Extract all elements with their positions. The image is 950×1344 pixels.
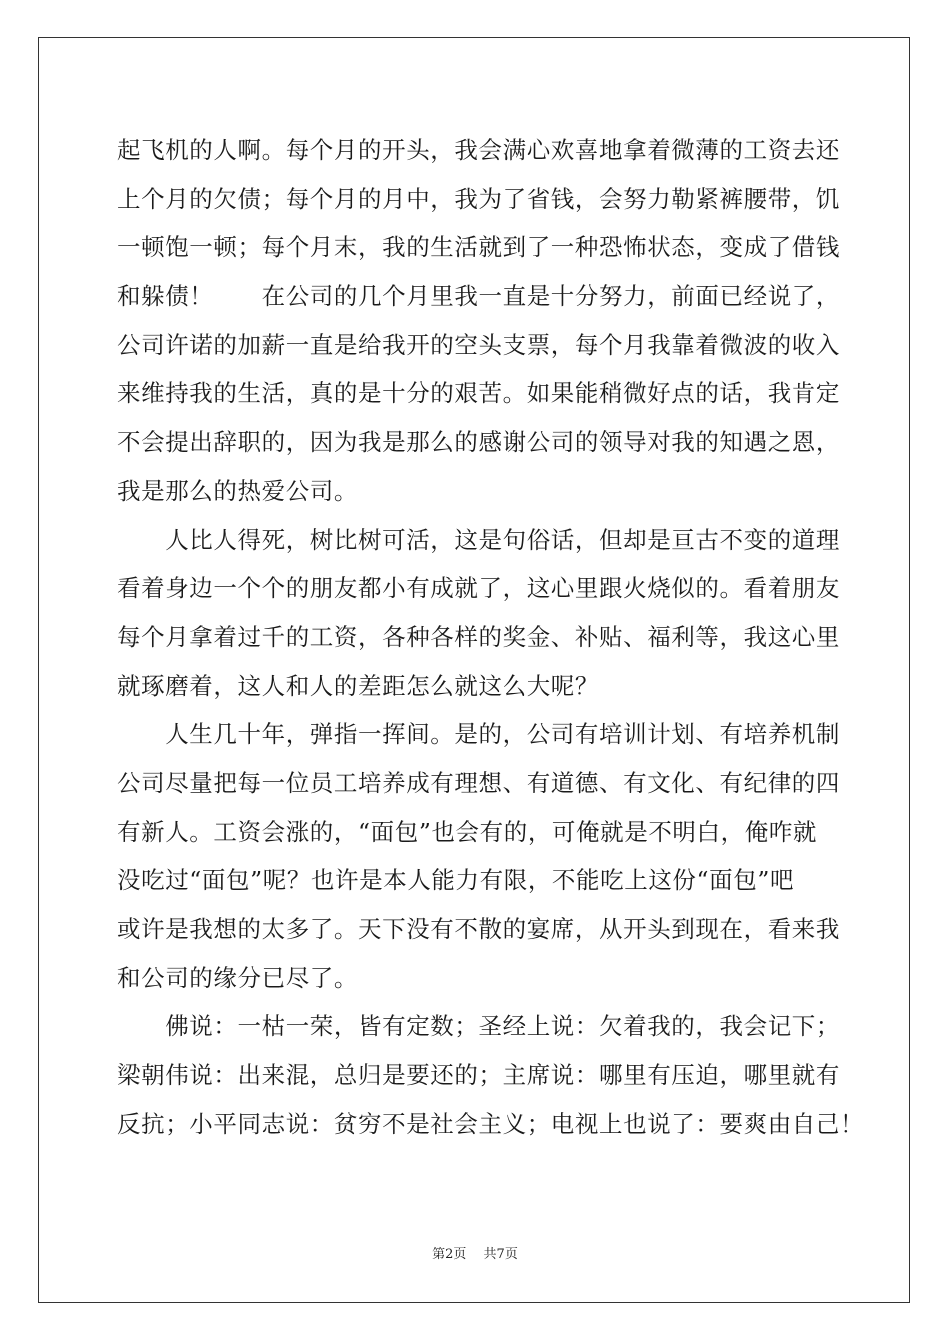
text-line: 梁朝伟说：出来混，总归是要还的；主席说：哪里有压迫，哪里就有	[117, 1061, 840, 1090]
text-line: 佛说：一枯一荣，皆有定数；圣经上说：欠着我的，我会记下；	[117, 1012, 840, 1041]
text-line: 看着身边一个个的朋友都小有成就了，这心里跟火烧似的。看着朋友	[117, 574, 840, 603]
text-line: 有新人。工资会涨的，“面包”也会有的，可俺就是不明白，俺咋就	[117, 817, 818, 846]
text-line: 起飞机的人啊。每个月的开头，我会满心欢喜地拿着微薄的工资去还	[117, 136, 840, 164]
text-line: 人比人得死，树比树可活，这是句俗话，但却是亘古不变的道理	[117, 525, 840, 554]
text-line: 不会提出辞职的，因为我是那么的感谢公司的领导对我的知遇之恩，	[117, 428, 840, 457]
text-line: 上个月的欠债；每个月的月中，我为了省钱，会努力勒紧裤腰带，饥	[117, 184, 840, 213]
text-line: 公司尽量把每一位员工培养成有理想、有道德、有文化、有纪律的四	[117, 768, 840, 797]
text-line: 每个月拿着过千的工资，各种各样的奖金、补贴、福利等，我这心里	[117, 622, 840, 651]
text-line: 来维持我的生活，真的是十分的艰苦。如果能稍微好点的话，我肯定	[117, 379, 840, 408]
text-line: 我是那么的热爱公司。	[117, 476, 358, 505]
text-line: 就琢磨着，这人和人的差距怎么就这么大呢？	[117, 671, 599, 700]
text-line: 人生几十年，弹指一挥间。是的，公司有培训计划、有培养机制	[117, 720, 840, 749]
text-line: 没吃过“面包”呢？也许是本人能力有限，不能吃上这份“面包”吧	[117, 866, 795, 895]
text-line: 公司许诺的加薪一直是给我开的空头支票，每个月我靠着微波的收入	[117, 330, 840, 359]
text-line: 一顿饱一顿；每个月末，我的生活就到了一种恐怖状态，变成了借钱	[117, 233, 840, 262]
text-line: 或许是我想的太多了。天下没有不散的宴席，从开头到现在，看来我	[117, 915, 840, 943]
text-line: 反抗；小平同志说：贫穷不是社会主义；电视上也说了：要爽由自己！	[117, 1109, 865, 1138]
page-number: 第2页 共7页	[432, 1247, 518, 1262]
text-line: 和躲债！ 在公司的几个月里我一直是十分努力，前面已经说了，	[117, 282, 840, 311]
text-line: 和公司的缘分已尽了。	[117, 963, 358, 992]
document-body	[117, 126, 865, 1148]
